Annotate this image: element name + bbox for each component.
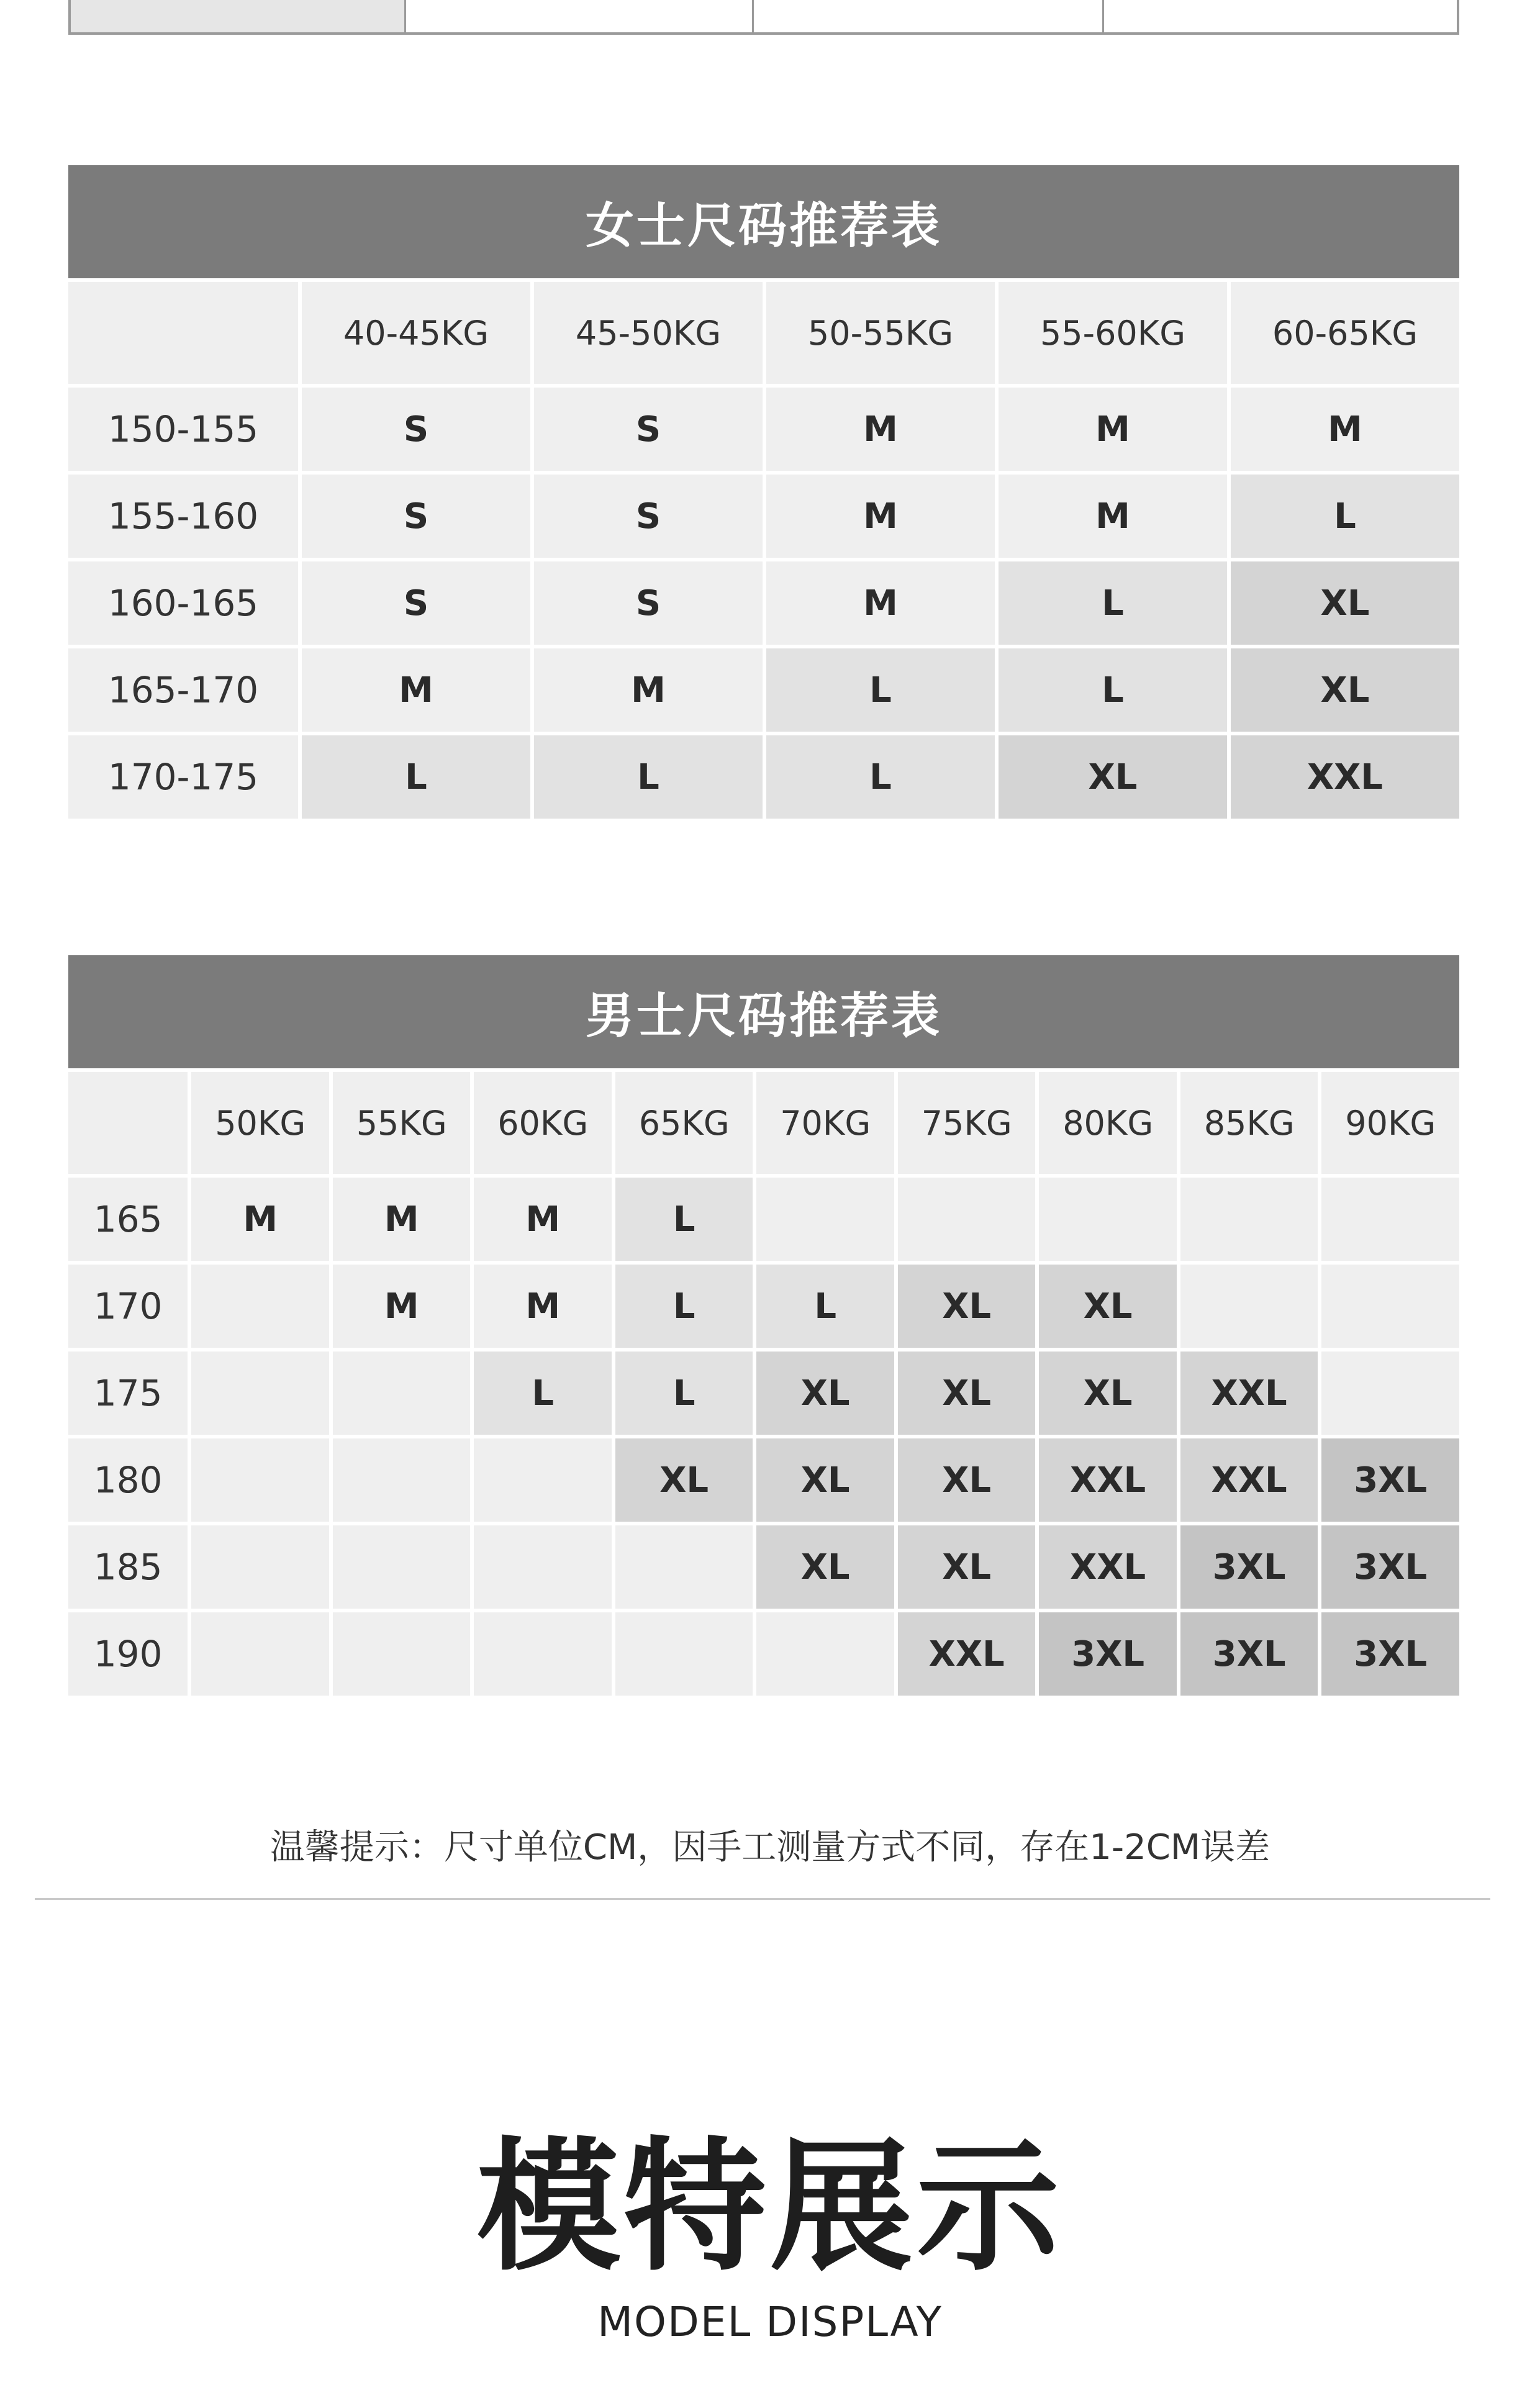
table-row (68, 1612, 1459, 1696)
size-cell: 3XL (1321, 1438, 1459, 1522)
height-label: 165-170 (68, 648, 298, 732)
corner-cell (68, 282, 298, 384)
height-label: 185 (68, 1525, 188, 1609)
size-cell: S (302, 561, 530, 645)
size-cell (474, 1525, 612, 1609)
size-cell: 3XL (1180, 1612, 1318, 1696)
size-cell: 3XL (1321, 1612, 1459, 1696)
size-cell: XXL (1180, 1352, 1318, 1435)
height-label: 170 (68, 1265, 188, 1348)
size-cell: L (615, 1265, 753, 1348)
size-cell: S (302, 475, 530, 558)
size-cell (756, 1612, 894, 1696)
size-cell: XL (1231, 561, 1459, 645)
size-cell: M (333, 1265, 471, 1348)
size-cell: M (474, 1178, 612, 1261)
size-cell: XXL (1180, 1438, 1318, 1522)
size-cell: M (999, 475, 1227, 558)
men-size-table (65, 1068, 1463, 1699)
stub-cell (754, 0, 1104, 32)
size-cell: M (333, 1178, 471, 1261)
size-cell (1180, 1178, 1318, 1261)
size-cell: XXL (1039, 1438, 1177, 1522)
stub-cell (71, 0, 406, 32)
size-cell: XL (1231, 648, 1459, 732)
size-cell (333, 1612, 471, 1696)
height-label: 190 (68, 1612, 188, 1696)
table-row (68, 561, 1459, 645)
height-label: 165 (68, 1178, 188, 1261)
weight-header: 55KG (333, 1072, 471, 1174)
height-label: 155-160 (68, 475, 298, 558)
size-cell: M (1231, 388, 1459, 471)
weight-header: 60-65KG (1231, 282, 1459, 384)
size-cell: M (534, 648, 763, 732)
women-size-chart (68, 165, 1459, 822)
size-cell: L (766, 735, 995, 819)
height-label: 180 (68, 1438, 188, 1522)
women-size-table (65, 278, 1463, 822)
size-cell (333, 1525, 471, 1609)
size-cell (191, 1438, 329, 1522)
size-cell: L (999, 648, 1227, 732)
size-cell (1321, 1178, 1459, 1261)
size-cell: M (766, 388, 995, 471)
weight-header: 70KG (756, 1072, 894, 1174)
size-cell (191, 1612, 329, 1696)
model-display-subtitle: MODEL DISPLAY (597, 2298, 943, 2346)
size-cell (1180, 1265, 1318, 1348)
men-chart-title: 男士尺码推荐表 (68, 955, 1459, 1068)
weight-header: 85KG (1180, 1072, 1318, 1174)
size-cell: XL (898, 1265, 1036, 1348)
size-cell: 3XL (1180, 1525, 1318, 1609)
previous-table-stub (68, 0, 1459, 35)
size-cell (474, 1612, 612, 1696)
model-display-title: 模特展示 (476, 2125, 1063, 2291)
size-cell: S (302, 388, 530, 471)
size-cell (191, 1352, 329, 1435)
size-cell (333, 1438, 471, 1522)
height-label: 170-175 (68, 735, 298, 819)
size-cell (1321, 1265, 1459, 1348)
size-cell: XL (756, 1438, 894, 1522)
size-cell: XL (898, 1525, 1036, 1609)
size-cell: L (615, 1352, 753, 1435)
size-cell: M (191, 1178, 329, 1261)
size-cell: XL (756, 1352, 894, 1435)
size-cell: L (756, 1265, 894, 1348)
size-cell: XXL (1231, 735, 1459, 819)
size-cell: XL (1039, 1265, 1177, 1348)
size-cell: L (615, 1178, 753, 1261)
table-row (68, 1352, 1459, 1435)
table-row (68, 1525, 1459, 1609)
table-row (68, 1438, 1459, 1522)
size-cell: L (1231, 475, 1459, 558)
size-cell (756, 1178, 894, 1261)
size-cell: XL (999, 735, 1227, 819)
weight-header: 40-45KG (302, 282, 530, 384)
table-row (68, 388, 1459, 471)
table-row (68, 648, 1459, 732)
weight-header: 50KG (191, 1072, 329, 1174)
men-size-chart (68, 955, 1459, 1699)
size-cell: M (999, 388, 1227, 471)
size-cell: M (766, 475, 995, 558)
weight-header: 80KG (1039, 1072, 1177, 1174)
size-cell: XL (898, 1438, 1036, 1522)
table-row (68, 735, 1459, 819)
size-cell (1321, 1352, 1459, 1435)
corner-cell (68, 1072, 188, 1174)
size-cell (191, 1525, 329, 1609)
size-cell (474, 1438, 612, 1522)
size-cell (615, 1525, 753, 1609)
size-cell: S (534, 388, 763, 471)
weight-header: 60KG (474, 1072, 612, 1174)
size-cell: XL (1039, 1352, 1177, 1435)
size-cell (1039, 1178, 1177, 1261)
size-cell: L (302, 735, 530, 819)
height-label: 175 (68, 1352, 188, 1435)
size-cell: L (474, 1352, 612, 1435)
size-cell (898, 1178, 1036, 1261)
height-label: 160-165 (68, 561, 298, 645)
size-cell: L (534, 735, 763, 819)
size-cell: M (302, 648, 530, 732)
weight-header: 90KG (1321, 1072, 1459, 1174)
size-cell (333, 1352, 471, 1435)
size-cell: XXL (898, 1612, 1036, 1696)
measurement-tip: 温馨提示：尺寸单位CM，因手工测量方式不同，存在1-2CM误差 (270, 1827, 1270, 1868)
size-cell: L (999, 561, 1227, 645)
weight-header: 50-55KG (766, 282, 995, 384)
size-cell: XL (615, 1438, 753, 1522)
size-cell: XL (756, 1525, 894, 1609)
size-cell: 3XL (1039, 1612, 1177, 1696)
weight-header: 45-50KG (534, 282, 763, 384)
size-cell: XL (898, 1352, 1036, 1435)
size-cell: M (474, 1265, 612, 1348)
weight-header: 55-60KG (999, 282, 1227, 384)
stub-cell (406, 0, 754, 32)
stub-cell (1104, 0, 1457, 32)
table-row (68, 1178, 1459, 1261)
table-row (68, 475, 1459, 558)
weight-header: 65KG (615, 1072, 753, 1174)
women-chart-title: 女士尺码推荐表 (68, 165, 1459, 278)
weight-header: 75KG (898, 1072, 1036, 1174)
size-cell: XXL (1039, 1525, 1177, 1609)
divider (35, 1898, 1490, 1900)
size-cell: S (534, 475, 763, 558)
height-label: 150-155 (68, 388, 298, 471)
table-row (68, 1265, 1459, 1348)
size-cell: M (766, 561, 995, 645)
size-cell (615, 1612, 753, 1696)
size-cell: L (766, 648, 995, 732)
size-cell (191, 1265, 329, 1348)
size-cell: S (534, 561, 763, 645)
size-cell: 3XL (1321, 1525, 1459, 1609)
